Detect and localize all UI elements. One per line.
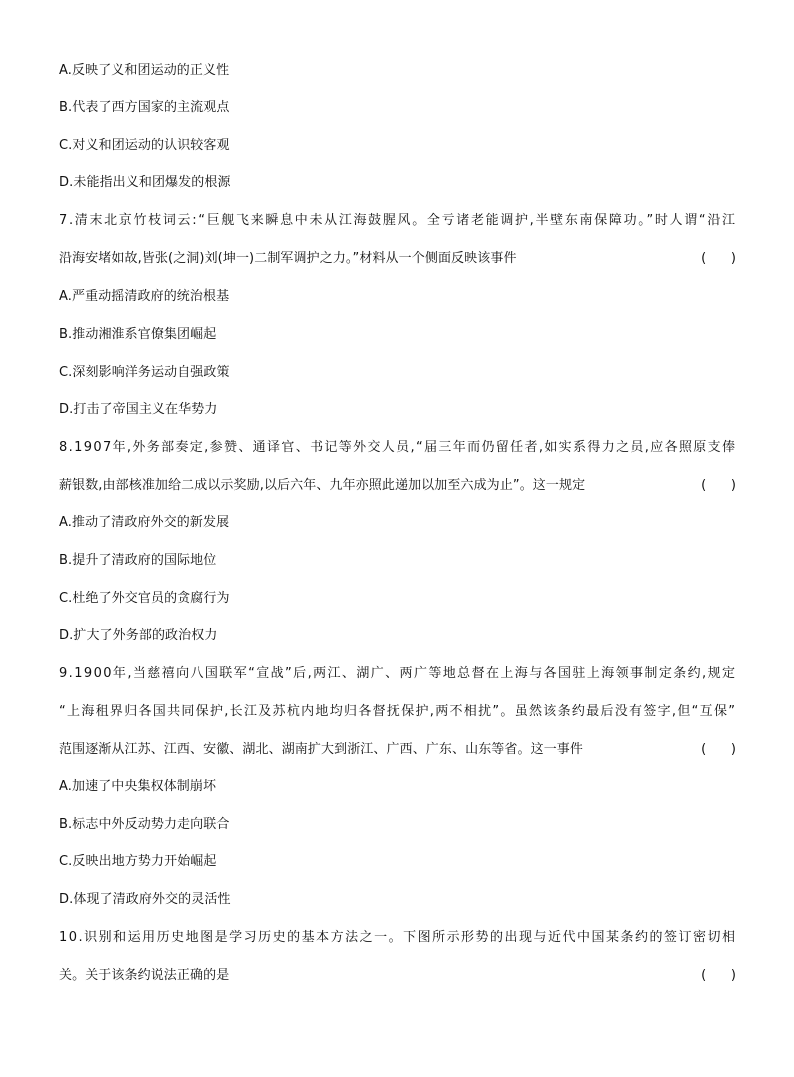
q9-option-a: A.加速了中央集权体制崩坏 [59, 779, 217, 794]
q10-stem-line-1: 10.识别和运用历史地图是学习历史的基本方法之一。下图所示形势的出现与近代中国某条约的签订密切相 [59, 930, 737, 945]
q6-option-b: B.代表了西方国家的主流观点 [59, 100, 230, 115]
q8-option-a: A.推动了清政府外交的新发展 [59, 515, 230, 530]
q10-answer-bracket: ( ) [701, 968, 736, 983]
q7-stem-line-1: 7.清末北京竹枝词云:“巨舰飞来瞬息中未从江海鼓腥风。全亏诸老能调护,半壁东南保障功。”时人谓“沿江 [59, 213, 737, 228]
q9-option-d: D.体现了清政府外交的灵活性 [59, 892, 231, 907]
q9-answer-bracket: ( ) [701, 742, 736, 757]
q6-option-a: A.反映了义和团运动的正义性 [59, 63, 230, 78]
q8-answer-bracket: ( ) [701, 478, 736, 493]
q7-option-b: B.推动湘淮系官僚集团崛起 [59, 327, 217, 342]
q8-option-d: D.扩大了外务部的政治权力 [59, 628, 218, 643]
q9-stem-line-3: 范围逐渐从江苏、江西、安徽、湖北、湖南扩大到浙江、广西、广东、山东等省。这一事件 [59, 742, 584, 757]
q7-option-c: C.深刻影响洋务运动自强政策 [59, 365, 230, 380]
q8-option-b: B.提升了清政府的国际地位 [59, 553, 217, 568]
q6-option-d: D.未能指出义和团爆发的根源 [59, 175, 231, 190]
q9-stem-line-2: “上海租界归各国共同保护,长江及苏杭内地均归各督抚保护,两不相扰”。虽然该条约最后没有签字,但“互保” [59, 704, 737, 719]
q7-answer-bracket: ( ) [701, 251, 736, 266]
q7-option-a: A.严重动摇清政府的统治根基 [59, 289, 230, 304]
q8-option-c: C.杜绝了外交官员的贪腐行为 [59, 591, 230, 606]
q9-stem-line-1: 9.1900年,当慈禧向八国联军“宣战”后,两江、湖广、两广等地总督在上海与各国驻上海领事制定条约,规定 [59, 666, 737, 681]
q10-stem-line-2: 关。关于该条约说法正确的是 [59, 968, 230, 983]
q7-stem-line-2: 沿海安堵如故,皆张(之洞)刘(坤一)二制军调护之力。”材料从一个侧面反映该事件 [59, 251, 517, 266]
q9-option-b: B.标志中外反动势力走向联合 [59, 817, 230, 832]
q8-stem-line-1: 8.1907年,外务部奏定,参赞、通译官、书记等外交人员,“届三年而仍留任者,如实系得力之员,应各照原支俸 [59, 440, 737, 455]
q7-option-d: D.打击了帝国主义在华势力 [59, 402, 218, 417]
q8-stem-line-2: 薪银数,由部核准加给二成以示奖励,以后六年、九年亦照此递加以加至六成为止”。这一规定 [59, 478, 586, 493]
q9-option-c: C.反映出地方势力开始崛起 [59, 854, 217, 869]
q6-option-c: C.对义和团运动的认识较客观 [59, 138, 230, 153]
